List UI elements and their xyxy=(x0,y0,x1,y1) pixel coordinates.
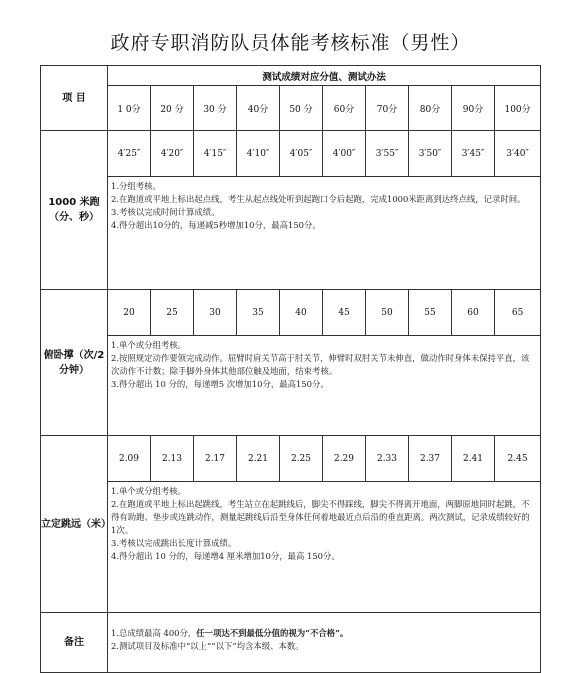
score-cell: 70分 xyxy=(366,86,409,131)
standards-table xyxy=(40,65,541,673)
rule-line: 3.得分超出 10 分的，每递增5 次增加10分，最高150分。 xyxy=(111,379,329,389)
notes-content xyxy=(108,613,541,673)
rule-line: 4.得分超出 10 分的，每递增4 厘米增加10分，最高 150分。 xyxy=(111,551,340,561)
rule-line: 4.得分超出10分的，每递减5秒增加10分，最高150分。 xyxy=(111,220,321,230)
pushup-rules xyxy=(108,336,541,436)
jump-value: 2.41 xyxy=(452,436,495,482)
rule-line: 3.考核以完成跳出长度计算成绩。 xyxy=(111,538,237,548)
jump-value: 2.37 xyxy=(409,436,452,482)
pushup-value: 65 xyxy=(495,290,541,336)
run-values-row xyxy=(41,131,541,177)
score-cell: 100分 xyxy=(495,86,541,131)
run-value: 4′15″ xyxy=(194,131,237,177)
pushup-value: 60 xyxy=(452,290,495,336)
jump-value: 2.13 xyxy=(151,436,194,482)
jump-values-row xyxy=(41,436,541,482)
rule-line: 1.单个或分组考核。 xyxy=(111,486,186,496)
score-cell: 60分 xyxy=(323,86,366,131)
jump-label: 立定跳远（米） xyxy=(41,436,108,613)
score-cell: 40分 xyxy=(237,86,280,131)
rule-line: 2.在跑道或平地上标出起跳线，考生站立在起跳线后，脚尖不得踩线，脚尖不得离开地面，两脚原地同时起跳，不得有助跑、垫步或连跳动作，测量起跳线后沿至身体任何着地最近点后沿的垂直距离。两次测试，记录成绩较好的 1次。 xyxy=(111,499,530,535)
run-value: 4′10″ xyxy=(237,131,280,177)
score-cell: 1 0分 xyxy=(108,86,151,131)
run-value: 3′50″ xyxy=(409,131,452,177)
rule-line: 1.单个或分组考核。 xyxy=(111,340,186,350)
run-label: 1000 米跑（分、秒） xyxy=(41,131,108,290)
rule-line: 3.考核以完成时间计算成绩。 xyxy=(111,207,220,217)
run-value: 4′00″ xyxy=(323,131,366,177)
score-cell: 50 分 xyxy=(280,86,323,131)
pushup-value: 35 xyxy=(237,290,280,336)
pushup-value: 45 xyxy=(323,290,366,336)
run-value: 4′25″ xyxy=(108,131,151,177)
note-line: 2.测试项目及标准中“以上”“以下”均含本级、本数。 xyxy=(111,641,304,651)
jump-value: 2.25 xyxy=(280,436,323,482)
item-header: 项 目 xyxy=(41,66,108,131)
jump-value: 2.45 xyxy=(495,436,541,482)
run-value: 3′55″ xyxy=(366,131,409,177)
pushup-value: 25 xyxy=(151,290,194,336)
pushup-value: 30 xyxy=(194,290,237,336)
rule-line: 2.在跑道或平地上标出起点线，考生从起点线处听到起跑口令后起跑，完成1000米距离到达终点线，记录时间。 xyxy=(111,194,526,204)
pushup-value: 20 xyxy=(108,290,151,336)
jump-value: 2.09 xyxy=(108,436,151,482)
pushup-label: 俯卧撑（次/2分钟） xyxy=(41,290,108,436)
score-cell: 90分 xyxy=(452,86,495,131)
rule-line: 1.分组考核。 xyxy=(111,181,161,191)
score-header-row xyxy=(41,86,541,131)
notes-label: 备注 xyxy=(41,613,108,673)
run-value: 3′40″ xyxy=(495,131,541,177)
jump-value: 2.17 xyxy=(194,436,237,482)
page-title: 政府专职消防队员体能考核标准（男性） xyxy=(110,32,471,54)
score-cell: 80分 xyxy=(409,86,452,131)
jump-value: 2.33 xyxy=(366,436,409,482)
jump-value: 2.29 xyxy=(323,436,366,482)
note-line: 1.总成绩最高 400分，任一项达不到最低分值的视为“不合格”。 xyxy=(111,628,349,638)
pushup-value: 50 xyxy=(366,290,409,336)
score-cell: 20 分 xyxy=(151,86,194,131)
run-rules xyxy=(108,177,541,290)
rule-line: 2.按照规定动作要领完成动作。屈臂时肩关节高于肘关节，伸臂时双肘关节未伸直，做动作时身体未保持平直，该次动作不计数；除手脚外身体其他部位触及地面，结束考核。 xyxy=(111,353,530,376)
run-value: 4′20″ xyxy=(151,131,194,177)
run-value: 3′45″ xyxy=(452,131,495,177)
run-value: 4′05″ xyxy=(280,131,323,177)
pushup-values-row xyxy=(41,290,541,336)
score-cell: 30 分 xyxy=(194,86,237,131)
section-header: 测试成绩对应分值、测试办法 xyxy=(108,66,541,86)
pushup-value: 40 xyxy=(280,290,323,336)
jump-rules xyxy=(108,482,541,613)
jump-value: 2.21 xyxy=(237,436,280,482)
pushup-value: 55 xyxy=(409,290,452,336)
